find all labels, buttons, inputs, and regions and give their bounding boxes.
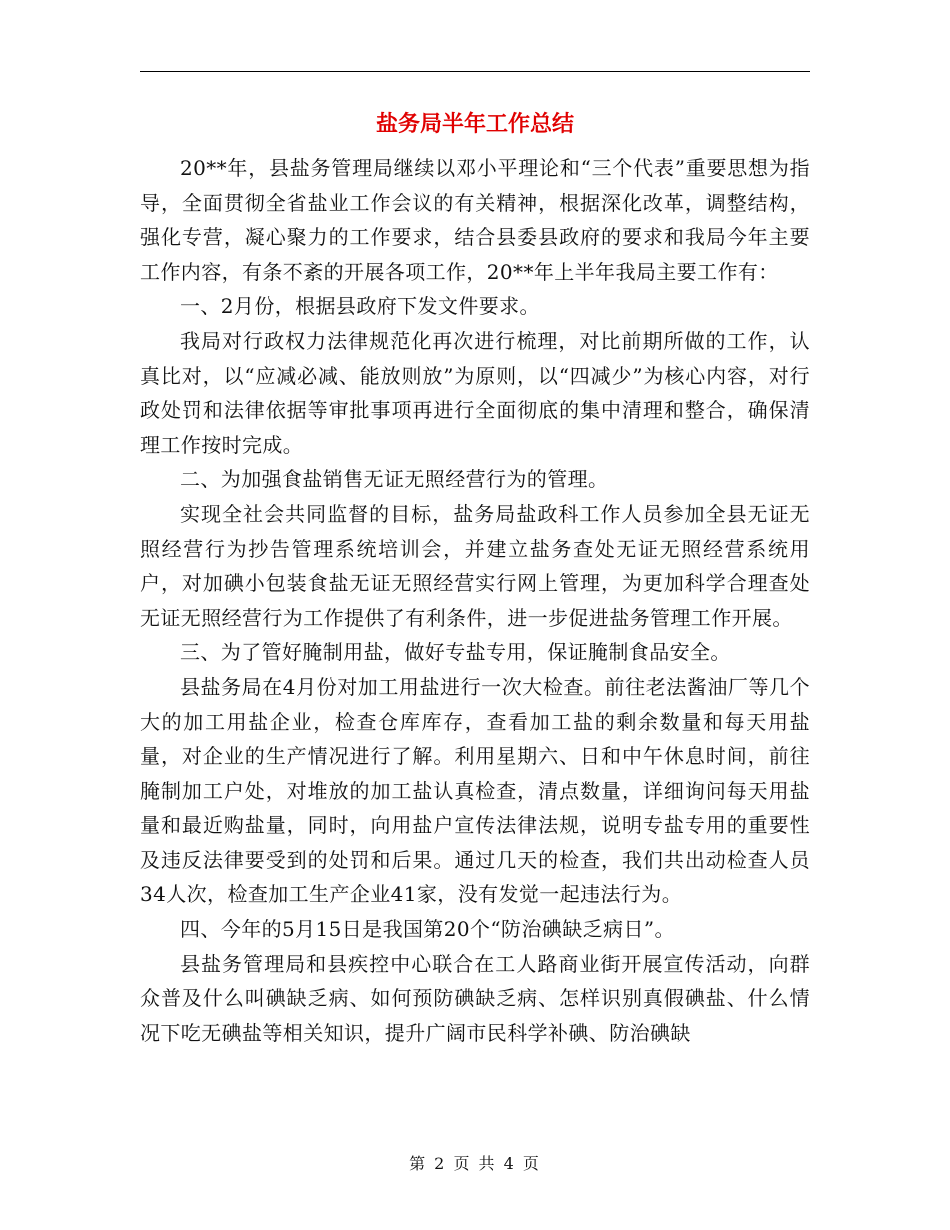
paragraph-2: 实现全社会共同监督的目标，盐务局盐政科工作人员参加全县无证无照经营行为抄告管理系统培训会，并建立盐务查处无证无照经营系统用户，对加碘小包装食盐无证无照经营实行网上管理，为更加科学合理查处无证无照经营行为工作提供了有利条件，进一步促进盐务管理工作开展。 xyxy=(140,501,810,630)
section-heading-1: 一、2月份，根据县政府下发文件要求。 xyxy=(180,294,540,319)
paragraph-3: 县盐务局在4月份对加工用盐进行一次大检查。前往老法酱油厂等几个大的加工用盐企业，检查仓库库存，查看加工盐的剩余数量和每天用盐量，对企业的生产情况进行了解。利用星期六、日和中午休息时间，前往腌制加工户处，对堆放的加工盐认真检查，清点数量，详细询问每天用盐量和最近购盐量，同时，向用盐户宣传法律法规，说明专盐专用的重要性及违反法律要受到的处罚和后果。通过几天的检查，我们共出动检查人员34人次，检查加工生产企业41家，没有发觉一起违法行为。 xyxy=(140,674,810,907)
header-rule xyxy=(140,71,810,72)
page-number-footer: 第 2 页 共 4 页 xyxy=(409,1154,541,1173)
document-title: 盐务局半年工作总结 xyxy=(375,112,574,137)
paragraph-intro: 20**年，县盐务管理局继续以邓小平理论和“三个代表”重要思想为指导，全面贯彻全省盐业工作会议的有关精神，根据深化改革，调整结构，强化专营，凝心聚力的工作要求，结合县委县政府的要求和我局今年主要工作内容，有条不紊的开展各项工作，20**年上半年我局主要工作有： xyxy=(140,156,810,284)
section-heading-2: 二、为加强食盐销售无证无照经营行为的管理。 xyxy=(180,467,609,492)
document-body xyxy=(140,151,810,1050)
section-heading-4: 四、今年的5月15日是我国第20个“防治碘缺乏病日”。 xyxy=(180,917,675,942)
section-heading-3: 三、为了管好腌制用盐，做好专盐专用，保证腌制食品安全。 xyxy=(180,640,731,665)
paragraph-4: 县盐务管理局和县疾控中心联合在工人路商业街开展宣传活动，向群众普及什么叫碘缺乏病、如何预防碘缺乏病、怎样识别真假碘盐、什么情况下吃无碘盐等相关知识，提升广阔市民科学补碘、防治碘缺 xyxy=(140,951,810,1045)
paragraph-1: 我局对行政权力法律规范化再次进行梳理，对比前期所做的工作，认真比对，以“应减必减、能放则放”为原则，以“四减少”为核心内容，对行政处罚和法律依据等审批事项再进行全面彻底的集中清理和整合，确保清理工作按时完成。 xyxy=(140,328,810,457)
